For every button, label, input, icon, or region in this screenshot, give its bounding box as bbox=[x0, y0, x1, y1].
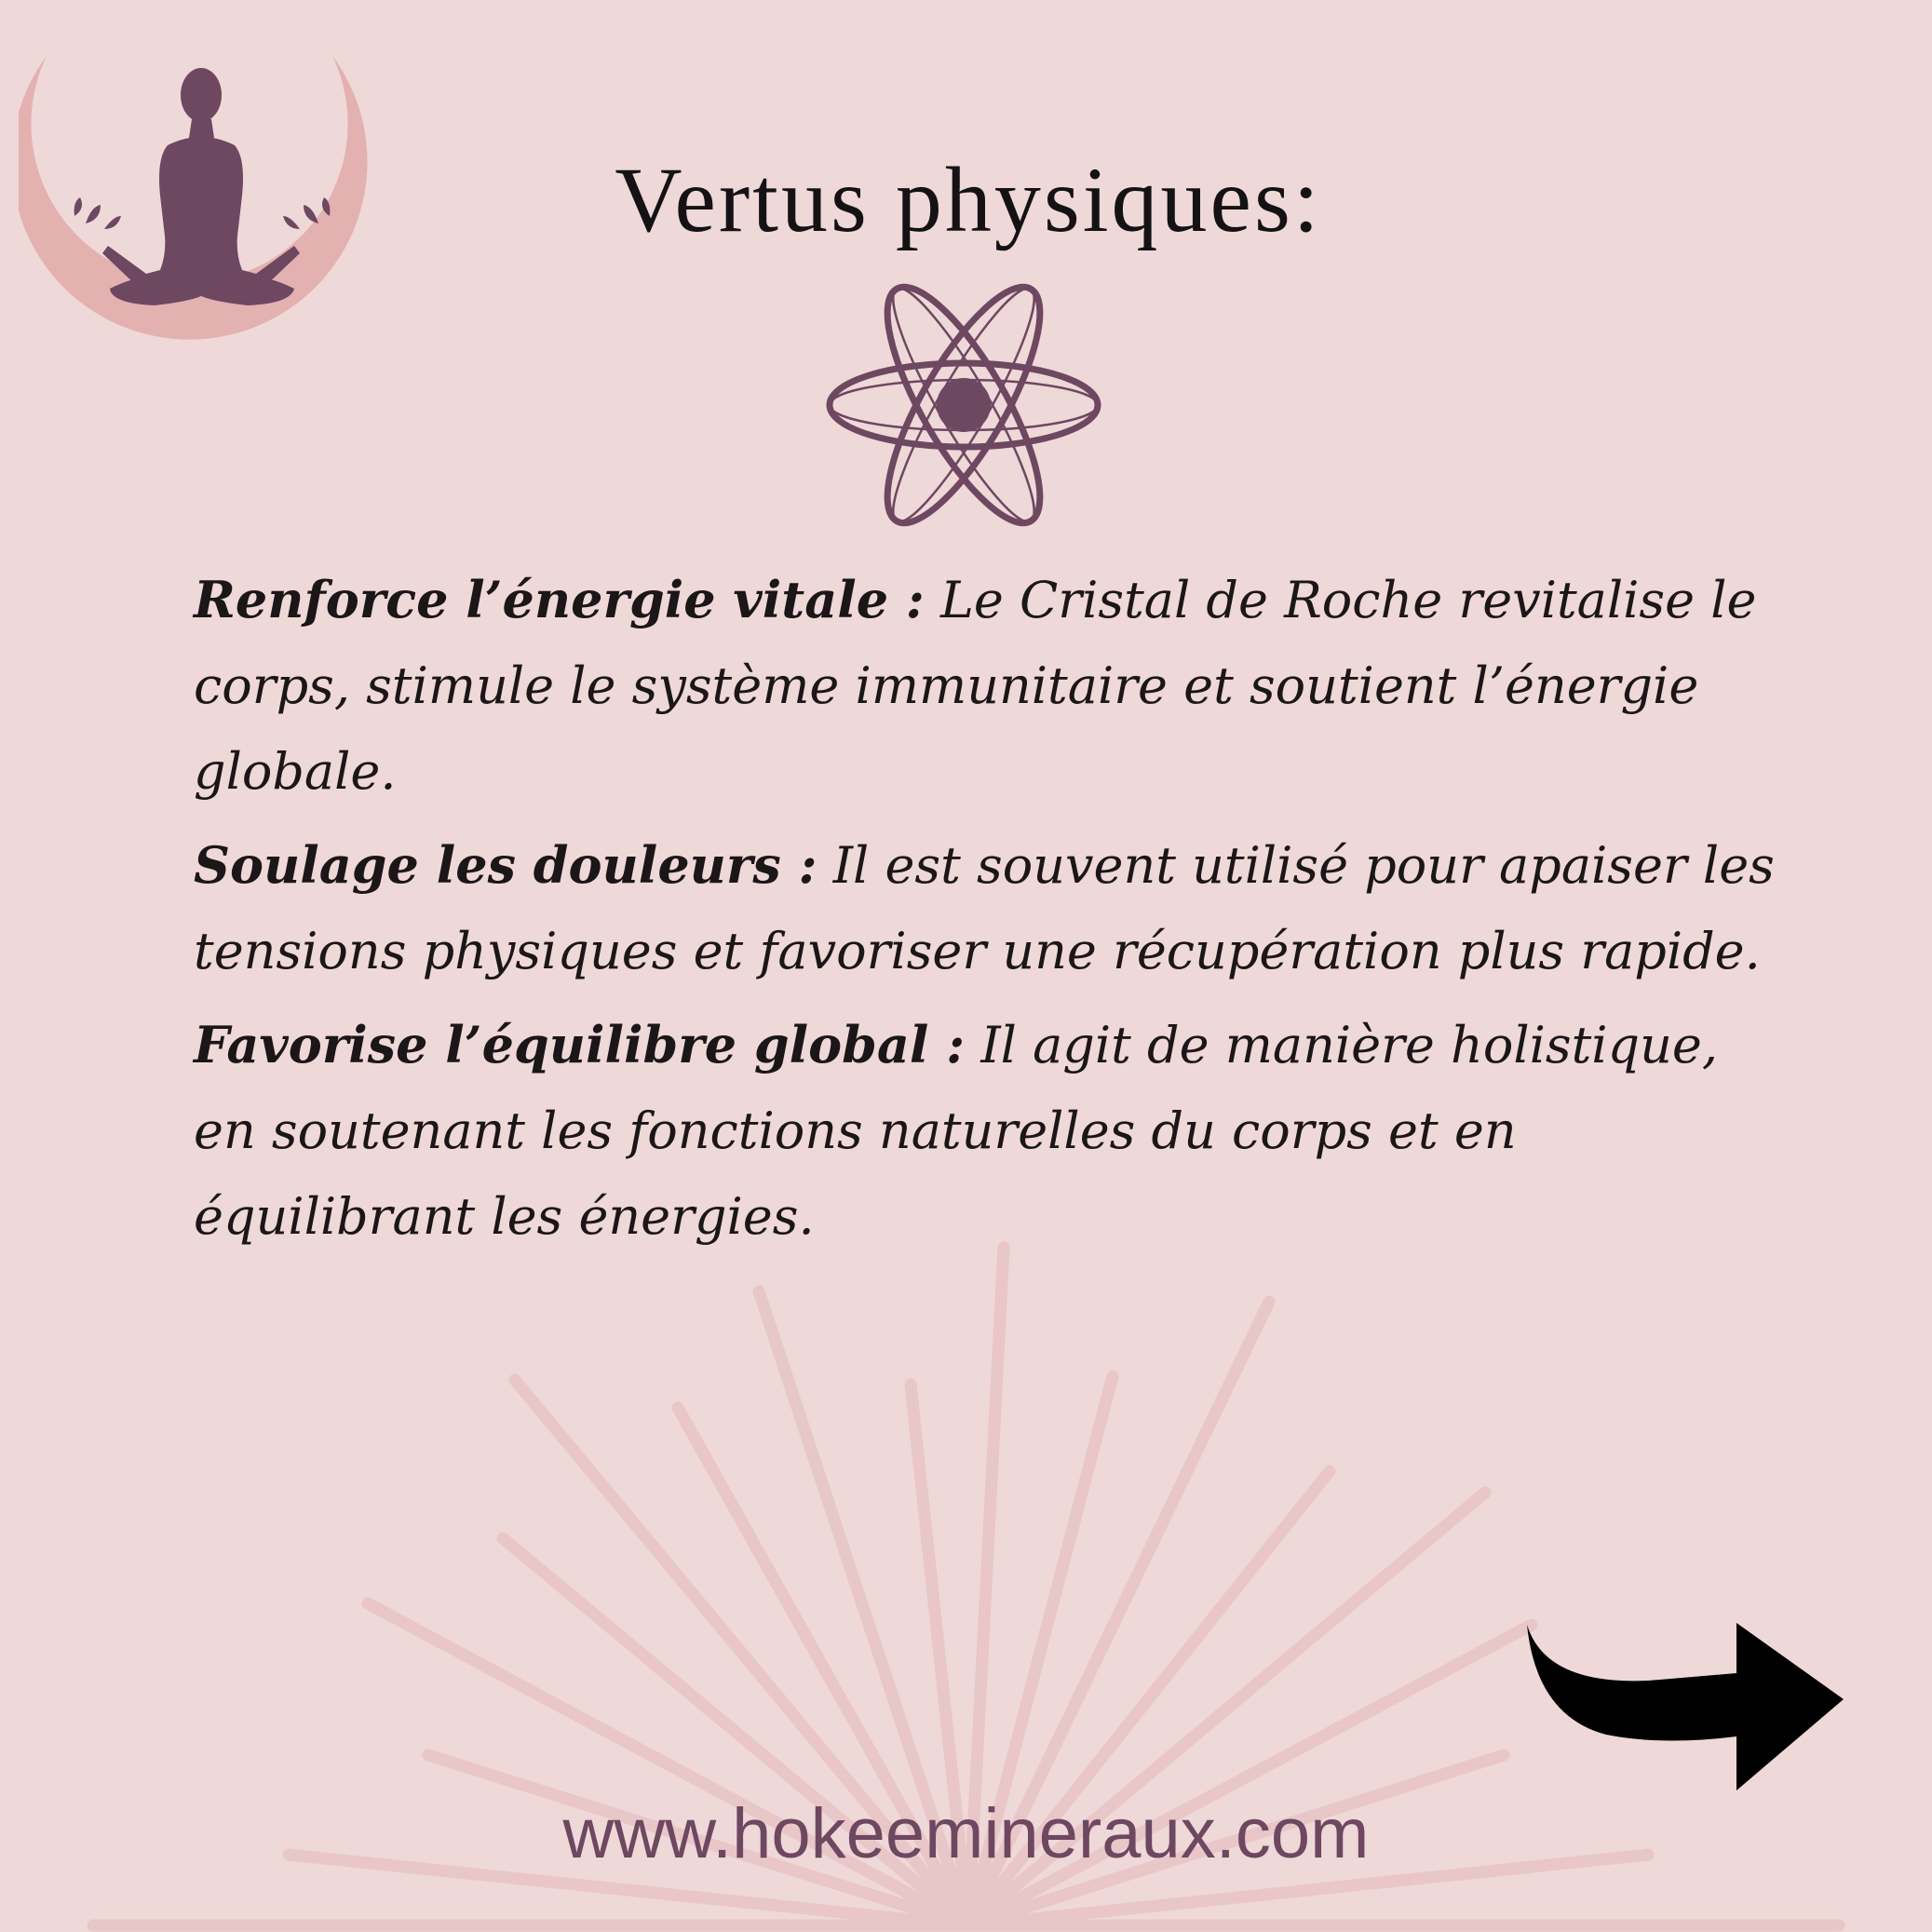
section-balance bbox=[194, 1002, 1777, 1260]
section-heading: Renforce l’énergie vitale : bbox=[194, 570, 925, 629]
section-pain bbox=[194, 822, 1777, 994]
section-text: Le Cristal de Roche revitalise le corps, stimule le système immunitaire et soutient l’énergie globale. bbox=[194, 571, 1757, 801]
curved-arrow-right-icon[interactable] bbox=[1518, 1615, 1848, 1792]
atom-icon bbox=[824, 265, 1103, 545]
meditation-figure-icon bbox=[19, 56, 391, 382]
section-heading: Favorise l’équilibre global : bbox=[194, 1015, 966, 1074]
page-title: Vertus physiques: bbox=[615, 148, 1322, 251]
website-link[interactable]: www.hokeemineraux.com bbox=[562, 1794, 1370, 1873]
section-text: Il est souvent utilisé pour apaiser les tensions physiques et favoriser une récupération plus rapide. bbox=[194, 836, 1775, 980]
section-energy bbox=[194, 557, 1777, 815]
section-text: Il agit de manière holistique, en soutenant les fonctions naturelles du corps et en équilibrant les énergies. bbox=[194, 1016, 1719, 1246]
section-heading: Soulage les douleurs : bbox=[194, 835, 817, 895]
virtues-list bbox=[194, 557, 1777, 1267]
